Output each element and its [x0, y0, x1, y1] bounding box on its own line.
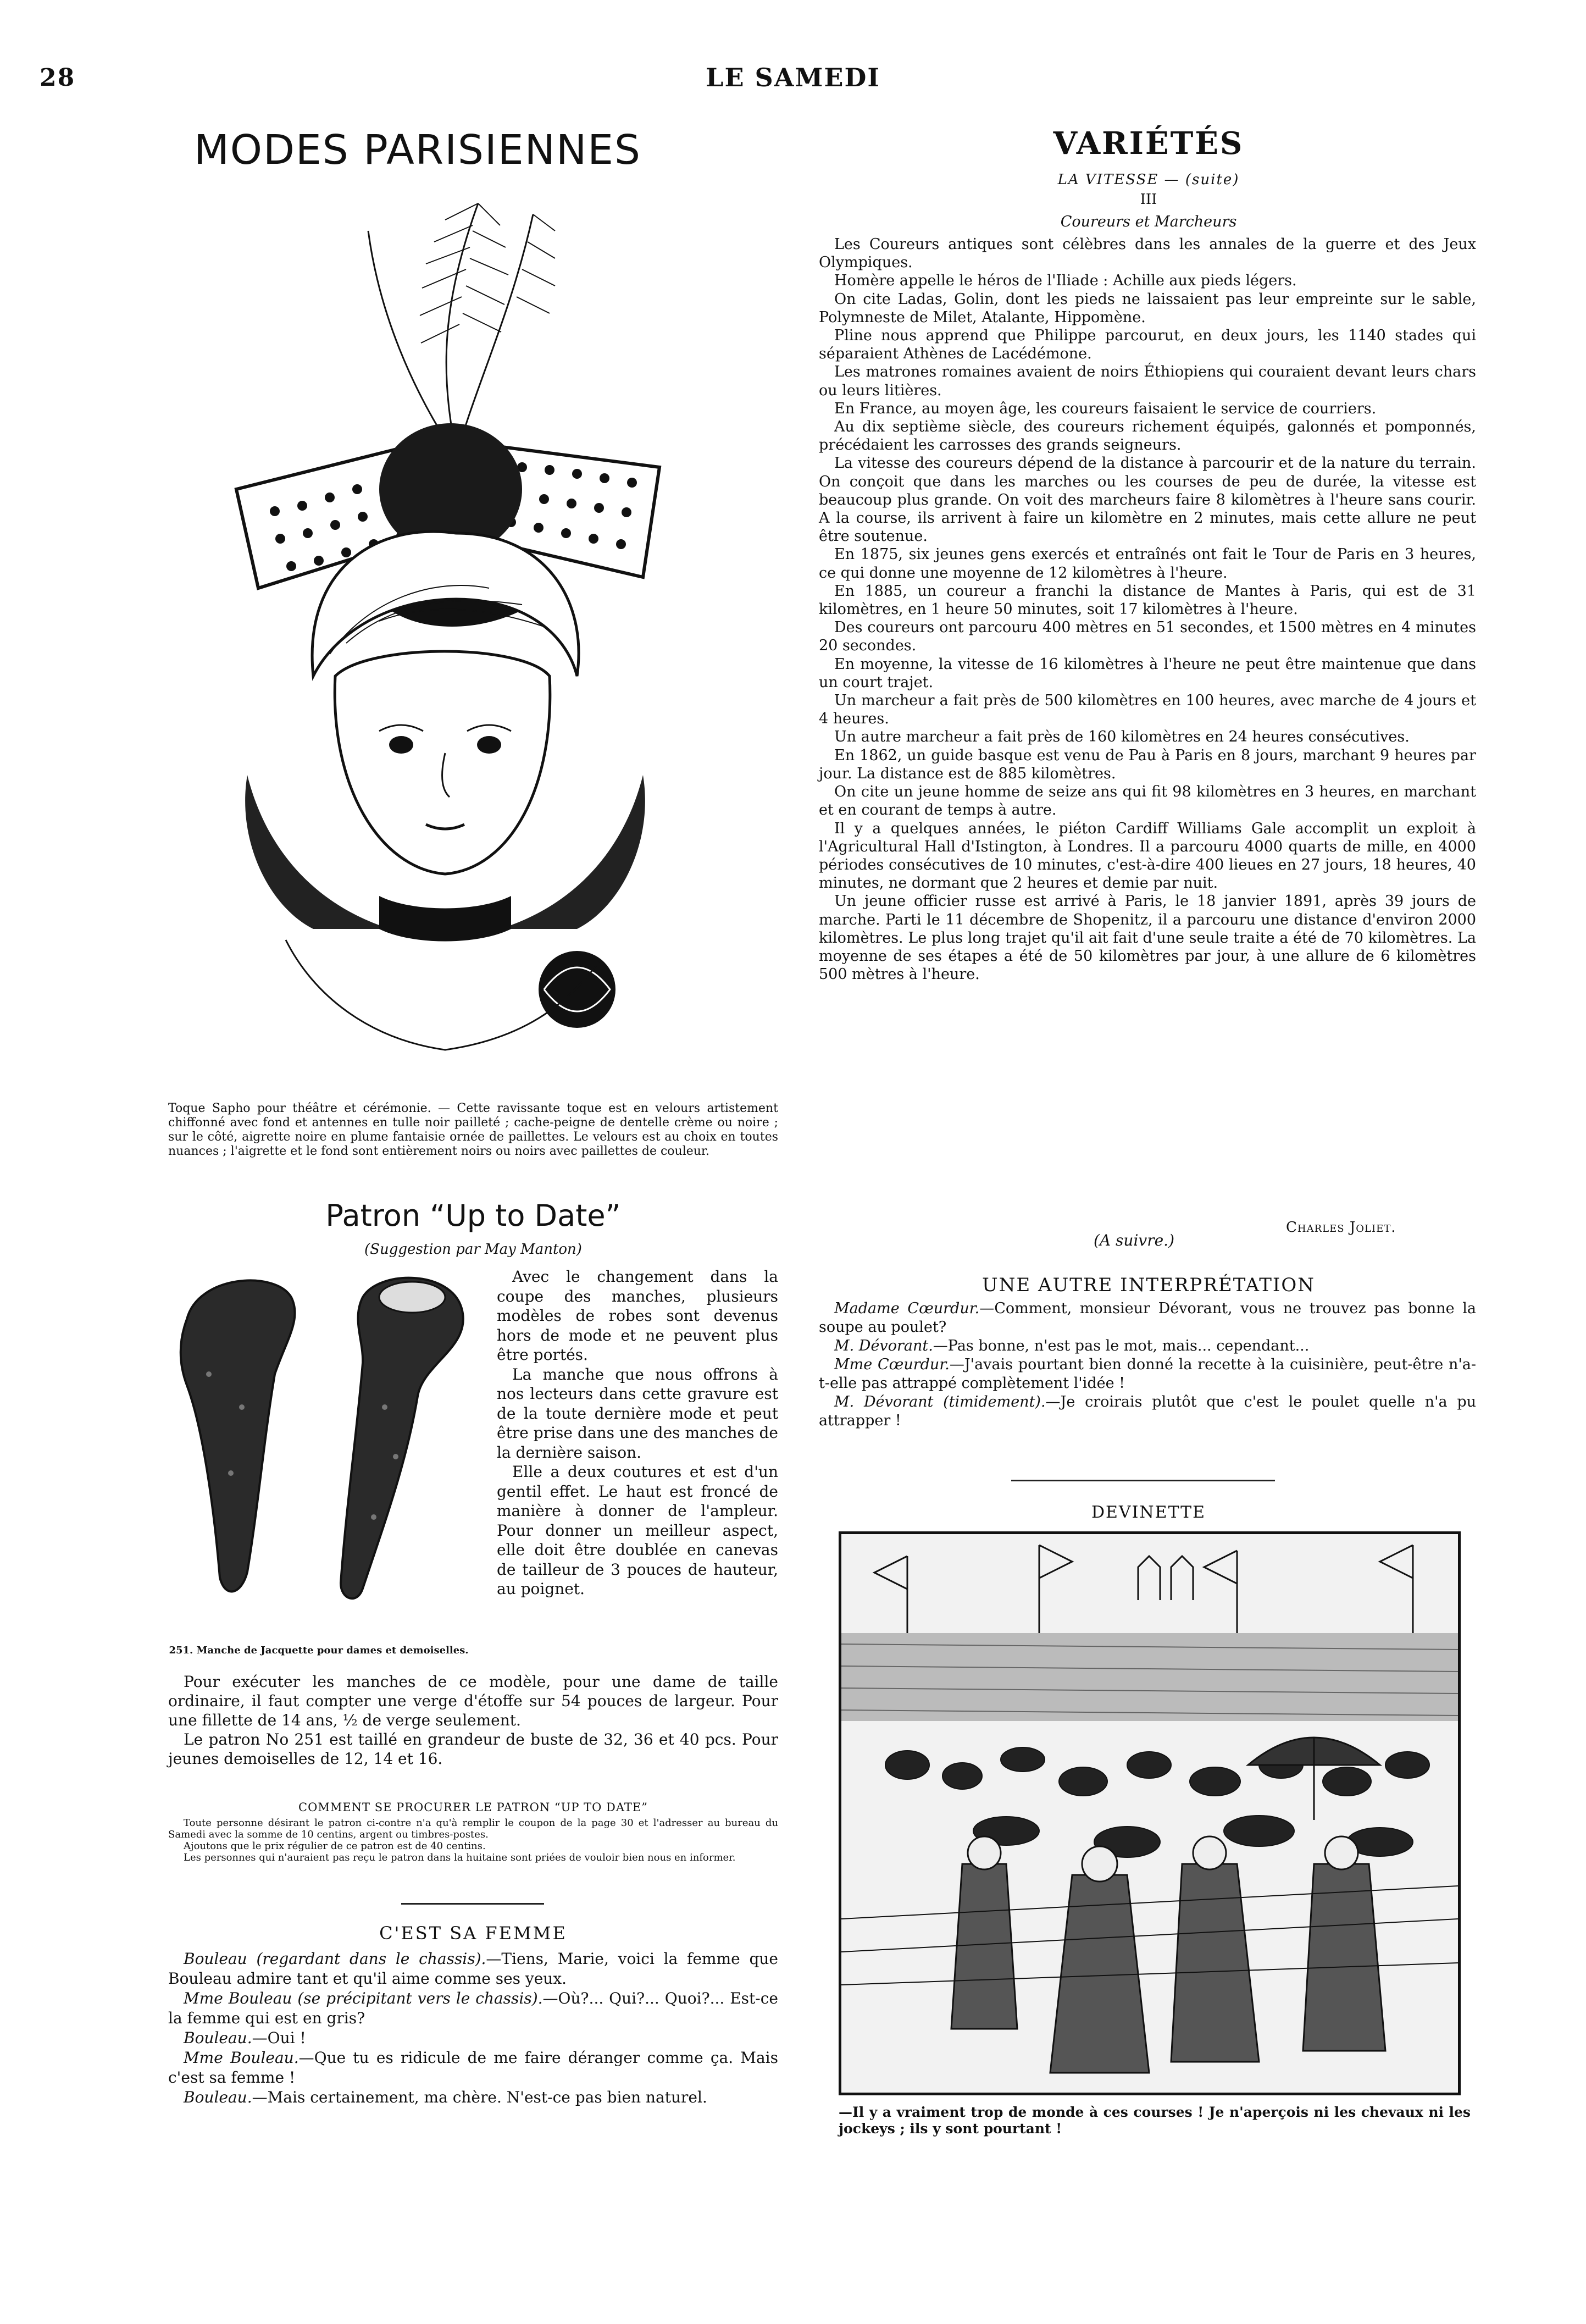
patron-full-text: [168, 1672, 778, 1768]
varietes-paragraph: Un marcheur a fait près de 500 kilomètres en 100 heures, avec marche de 4 jours et 4 heures.: [819, 692, 1476, 728]
speaker: Bouleau.: [184, 2088, 252, 2106]
varietes-numeral: III: [1140, 191, 1157, 208]
varietes-paragraph: Il y a quelques années, le piéton Cardiff Williams Gale accomplit un exploit à l'Agricultural Hall d'Istington, à Londres. Il a parcouru 4000 quarts de mille, en 4000 périodes consécutives de 10 minutes, c'est-à-dire 400 lieues en 27 jours, 18 heures, 40 minutes, ne dormant que 2 heures et demie par nuit.: [819, 820, 1476, 892]
author: Charles Joliet.: [1286, 1219, 1396, 1236]
patron-how-text: [168, 1817, 778, 1863]
speaker: M. Dévorant.: [834, 1337, 933, 1354]
varietes-paragraph: En 1862, un guide basque est venu de Pau à Paris en 8 jours, marchant 9 heures par jour. La distance est de 885 kilomètres.: [819, 746, 1476, 782]
patron-side-text: [497, 1267, 778, 1599]
interpretation-title: UNE AUTRE INTERPRÉTATION: [982, 1274, 1315, 1296]
sa-femme-title: C'EST SA FEMME: [379, 1923, 567, 1944]
journal-title: LE SAMEDI: [706, 63, 880, 92]
to-follow: (A suivre.): [1094, 1231, 1174, 1249]
sleeve-caption: 251. Manche de Jacquette pour dames et demoiselles.: [169, 1645, 469, 1656]
varietes-paragraph: Les Coureurs antiques sont célèbres dans les annales de la guerre et des Jeux Olympiques.: [819, 236, 1476, 272]
dialogue-line: [168, 2048, 778, 2088]
varietes-paragraph: En France, au moyen âge, les coureurs faisaient le service de courriers.: [834, 400, 1377, 417]
toque-caption: Toque Sapho pour théâtre et cérémonie. — Cette ravissante toque est en velours artistement chiffonné avec fond et antennes en tulle noir pailleté ; cache-peigne de dentelle crème ou noire ; sur le côté, aigrette noire en plume fantaisie ornée de paillettes. Le velours est au choix en toutes nuances ; l'aigrette et le fond sont entièrement noirs ou noirs avec paillettes de couleur.: [168, 1102, 778, 1158]
speech: —Où?... Qui?... Quoi?... Est-ce la femme qui est en gris?: [168, 1989, 778, 2027]
how-paragraph: Les personnes qui n'auraient pas reçu le patron dans la huitaine sont priées de vouloir bien nous en informer.: [184, 1852, 736, 1863]
dialogue-line: [819, 1337, 1476, 1355]
dialogue-line: [819, 1299, 1476, 1337]
varietes-paragraph: En 1875, six jeunes gens exercés et entraînés ont fait le Tour de Paris en 3 heures, ce qui donne une moyenne de 12 kilomètres à l'heure.: [819, 546, 1476, 582]
modes-title: MODES PARISIENNES: [193, 126, 642, 174]
varietes-paragraph: On cite Ladas, Golin, dont les pieds ne laissaient pas leur empreinte sur le sable, Polymneste de Milet, Atalante, Hippomène.: [819, 290, 1476, 326]
varietes-paragraph: En 1885, un coureur a franchi la distance de Mantes à Paris, qui est de 31 kilomètres, en 1 heure 50 minutes, soit 17 kilomètres à l'heure.: [819, 582, 1476, 618]
patron-subtitle: (Suggestion par May Manton): [364, 1241, 582, 1258]
speech: —Comment, monsieur Dévorant, vous ne trouvez pas bonne la soupe au poulet?: [819, 1300, 1476, 1336]
varietes-paragraph: Un autre marcheur a fait près de 160 kilomètres en 24 heures consécutives.: [834, 728, 1410, 746]
speaker: Madame Cœurdur.: [834, 1300, 980, 1317]
varietes-paragraph: Au dix septième siècle, des coureurs richement équipés, galonnés et pomponnés, précédaient les carrosses des grands seigneurs.: [819, 418, 1476, 454]
speech: —Je croirais plutôt que c'est le poulet quelle n'a pu attrapper !: [819, 1393, 1476, 1429]
varietes-paragraph: Des coureurs ont parcouru 400 mètres en 51 secondes, et 1500 mètres en 4 minutes 20 secondes.: [819, 619, 1476, 655]
patron-paragraph: Le patron No 251 est taillé en grandeur de buste de 32, 36 et 40 pcs. Pour jeunes demoiselles de 12, 14 et 16.: [168, 1730, 778, 1768]
dialogue-line: [819, 1393, 1476, 1430]
speaker: Mme Cœurdur.: [834, 1356, 950, 1373]
varietes-title: VARIÉTÉS: [1053, 125, 1244, 162]
speech: —Que tu es ridicule de me faire déranger comme ça. Mais c'est sa femme !: [168, 2049, 778, 2087]
dialogue-line: [168, 2088, 778, 2107]
varietes-paragraph: Un jeune officier russe est arrivé à Paris, le 18 janvier 1891, après 39 jours de marche. Parti le 11 décembre de Shopenitz, il a parcouru une distance d'environ 2000 kilomètres. Le plus long trajet qu'il ait fait d'une seule traite a été de 70 kilomètres. La moyenne de ses étapes a été de 50 kilomètres par jour, à une allure de 6 kilomètres 500 mètres à l'heure.: [819, 893, 1476, 983]
patron-paragraph: Elle a deux coutures et est d'un gentil effet. Le haut est froncé de manière à donner de l'ampleur. Pour donner un meilleur aspect, elle doit être doublée en canevas de tailleur de 3 pouces de hauteur, au poignet.: [497, 1463, 778, 1598]
speaker: Bouleau.: [184, 2029, 252, 2047]
dialogue-line: [819, 1355, 1476, 1393]
how-paragraph: Toute personne désirant le patron ci-contre n'a qu'à remplir le coupon de la page 30 et l'adresser au bureau du Samedi avec la somme de 10 centins, argent ou timbres-postes.: [168, 1817, 778, 1840]
patron-paragraph: La manche que nous offrons à nos lecteurs dans cette gravure est de la toute dernière mode et peut être prise dans une des manches de la dernière saison.: [497, 1365, 778, 1462]
sleeve-illustration: [165, 1264, 484, 1627]
devinette-title: DEVINETTE: [1091, 1503, 1206, 1522]
speaker: Mme Bouleau.: [184, 2049, 299, 2067]
interpretation-dialogue: [819, 1299, 1476, 1430]
varietes-paragraph: On cite un jeune homme de seize ans qui fit 98 kilomètres en 3 heures, en marchant et en courant de temps à autre.: [819, 783, 1476, 819]
devinette-caption: —Il y a vraiment trop de monde à ces courses ! Je n'aperçois ni les chevaux ni les jockeys ; ils y sont pourtant !: [839, 2104, 1471, 2137]
dialogue-line: [168, 1989, 778, 2028]
varietes-subtitle: LA VITESSE — (suite): [1057, 171, 1240, 188]
toque-illustration: [148, 181, 742, 1061]
speaker: Bouleau (regardant dans le chassis).: [184, 1950, 486, 1968]
varietes-section: Coureurs et Marcheurs: [1060, 213, 1237, 230]
speaker: Mme Bouleau (se précipitant vers le chassis).: [184, 1989, 543, 2007]
how-paragraph: Ajoutons que le prix régulier de ce patron est de 40 centins.: [184, 1840, 486, 1852]
patron-title: Patron “Up to Date”: [325, 1198, 621, 1233]
divider: [1011, 1480, 1275, 1481]
varietes-paragraph: En moyenne, la vitesse de 16 kilomètres à l'heure ne peut être maintenue que dans un court trajet.: [819, 655, 1476, 691]
varietes-paragraph: Pline nous apprend que Philippe parcourut, en deux jours, les 1140 stades qui séparaient Athènes de Lacédémone.: [819, 327, 1476, 363]
varietes-paragraph: Homère appelle le héros de l'Iliade : Achille aux pieds légers.: [834, 272, 1297, 290]
speech: —Mais certainement, ma chère. N'est-ce pas bien naturel.: [252, 2088, 707, 2106]
varietes-paragraph: Les matrones romaines avaient de noirs Éthiopiens qui couraient devant leurs chars ou leurs litières.: [819, 363, 1476, 399]
page-number: 28: [40, 64, 76, 92]
divider: [401, 1903, 544, 1905]
dialogue-line: [168, 1949, 778, 1989]
speech: —J'avais pourtant bien donné la recette à la cuisinière, peut-être n'a-t-elle pas attrappé complètement l'idée !: [819, 1356, 1476, 1392]
speaker: M. Dévorant (timidement).: [834, 1393, 1046, 1410]
speech: —Oui !: [252, 2029, 306, 2047]
sa-femme-dialogue: [168, 1949, 778, 2107]
patron-paragraph: Avec le changement dans la coupe des manches, plusieurs modèles de robes sont devenus hors de mode et ne peuvent plus être portés.: [497, 1268, 778, 1364]
speech: —Tiens, Marie, voici la femme que Bouleau admire tant et qu'il aime comme ses yeux.: [168, 1950, 778, 1988]
varietes-text: [819, 235, 1476, 983]
speech: —Pas bonne, n'est pas le mot, mais... cependant...: [933, 1337, 1310, 1354]
varietes-paragraph: La vitesse des coureurs dépend de la distance à parcourir et de la nature du terrain. On conçoit que dans les marches ou les courses de peu de durée, la vitesse est beaucoup plus grande. On voit des marcheurs faire 8 kilomètres à l'heure sans courir. A la course, ils arrivent à faire un kilomètre en 2 minutes, mais cette allure ne peut être soutenue.: [819, 455, 1476, 545]
dialogue-line: [168, 2028, 778, 2048]
patron-paragraph: Pour exécuter les manches de ce modèle, pour une dame de taille ordinaire, il faut compter une verge d'étoffe sur 54 pouces de largeur. Pour une fillette de 14 ans, ½ de verge seulement.: [168, 1673, 778, 1729]
patron-how-title: COMMENT SE PROCURER LE PATRON “UP TO DATE”: [298, 1801, 648, 1814]
devinette-illustration: [839, 1531, 1461, 2095]
